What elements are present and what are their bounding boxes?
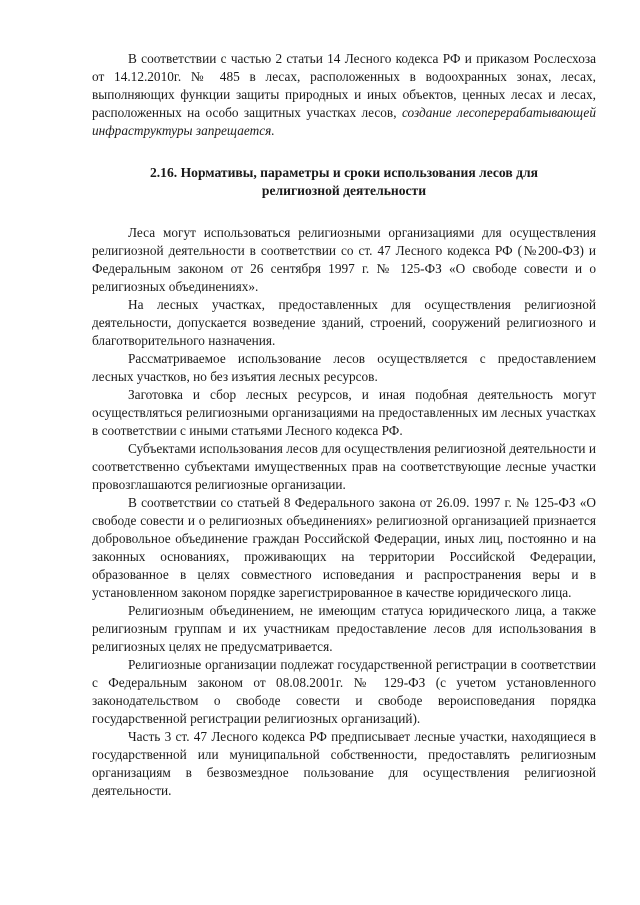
paragraph-1: Леса могут использоваться религиозными организациями для осуществления религиозной деятельности в соответствии со ст. 47 Лесного кодекса РФ (№200-ФЗ) и Федеральным законом от 26 сентября 1997 г. № 125-ФЗ «О свободе совести и о религиозных объединениях». bbox=[92, 225, 596, 294]
intro-emphasis: создание лесоперерабатывающей инфраструктуры запрещается. bbox=[92, 105, 596, 138]
paragraph-6: В соответствии со статьей 8 Федерального закона от 26.09. 1997 г. № 125-ФЗ «О свободе совести и о религиозных объединениях» религиозной организацией признается добровольное объединение граждан Российской Федерации, иных лиц, постоянно и на законных основаниях, проживающих на территории Российской Федерации, образованное в целях совместного исповедания и распространения веры и в установленном законом порядке зарегистрированное в качестве юридического лица. bbox=[92, 495, 596, 600]
section-title-line-1: 2.16. Нормативы, параметры и сроки использования лесов для bbox=[149, 165, 538, 180]
paragraph-9: Часть 3 ст. 47 Лесного кодекса РФ предписывает лесные участки, находящиеся в государственной или муниципальной собственности, предоставлять религиозным организациям в безвозмездное пользование для осуществления религиозной деятельности. bbox=[92, 729, 596, 798]
document-body bbox=[92, 50, 596, 800]
section-title-line-2: религиозной деятельности bbox=[261, 183, 427, 198]
paragraph-3: Рассматриваемое использование лесов осуществляется с предоставлением лесных участков, но без изъятия лесных ресурсов. bbox=[92, 351, 596, 384]
section-heading bbox=[92, 164, 596, 200]
paragraph-8: Религиозные организации подлежат государственной регистрации в соответствии с Федеральным законом от 08.08.2001г. № 129-ФЗ (с учетом установленного законодательством о свободе совести и свободе вероисповедания порядка государственной регистрации религиозных организаций). bbox=[92, 657, 596, 726]
intro-text: В соответствии с частью 2 статьи 14 Лесного кодекса РФ и приказом Рослесхоза от 14.12.2010г. № 485 в лесах, расположенных в водоохранных зонах, лесах, выполняющих функции защиты природных и иных объектов, ценных лесах и лесах, расположенных на особо защитных участках лесов, bbox=[92, 51, 596, 120]
paragraph-7: Религиозным объединением, не имеющим статуса юридического лица, а также религиозным группам и их участникам предоставление лесов для использования в религиозных целях не предусматривается. bbox=[92, 603, 596, 654]
paragraph-4: Заготовка и сбор лесных ресурсов, и иная подобная деятельность могут осуществляться религиозными организациями на предоставленных им лесных участках в соответствии с иными статьями Лесного кодекса РФ. bbox=[92, 387, 596, 438]
paragraph-5: Субъектами использования лесов для осуществления религиозной деятельности и соответственно субъектами имущественных прав на соответствующие лесные участки провозглашаются религиозные организации. bbox=[92, 441, 596, 492]
intro-paragraph bbox=[92, 50, 596, 140]
paragraph-2: На лесных участках, предоставленных для осуществления религиозной деятельности, допускается возведение зданий, строений, сооружений религиозного и благотворительного назначения. bbox=[92, 297, 596, 348]
